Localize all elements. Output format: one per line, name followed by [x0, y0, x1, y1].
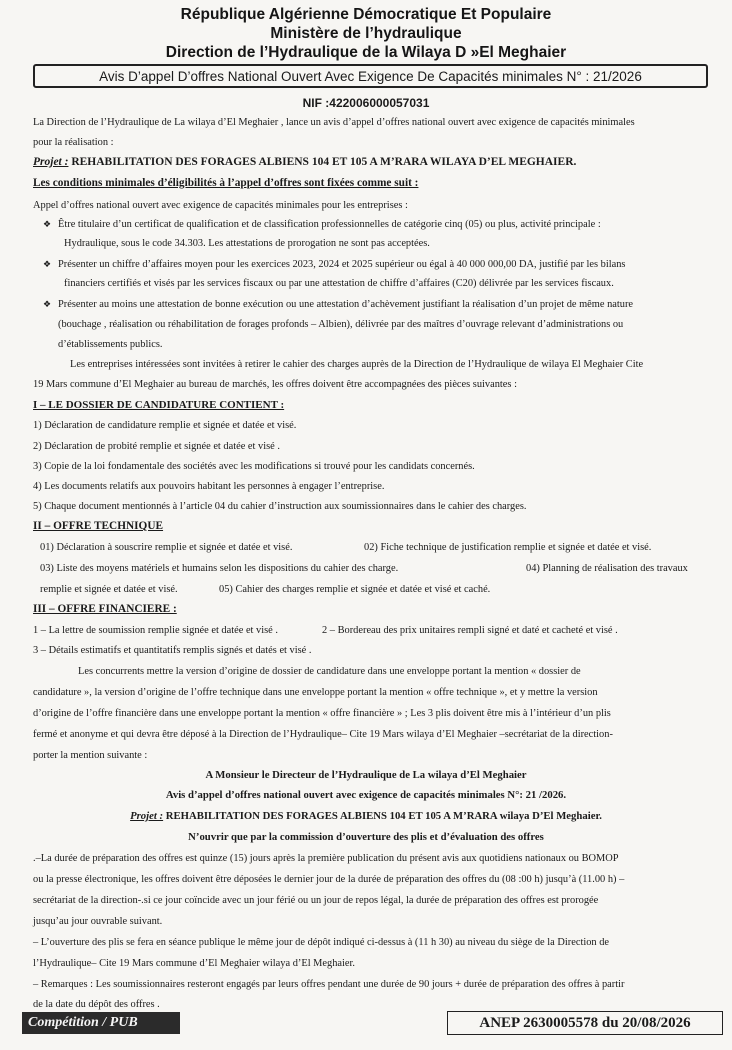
retrait-line-2: 19 Mars commune d’El Meghaier au bureau de marchés, les offres doivent être accompagnées des pièces suivantes :: [33, 379, 517, 390]
avis-title: Avis D’appel D’offres National Ouvert Avec Exigence De Capacités minimales N° : 21/2026: [99, 68, 642, 84]
envoi-line-5: porter la mention suivante :: [33, 750, 148, 761]
adresse-projet-title: REHABILITATION DES FORAGES ALBIENS 104 ET 105 A M’RARA wilaya D’El Meghaier.: [165, 810, 602, 822]
competition-pub-tag: Compétition / PUB: [22, 1012, 180, 1034]
projet-title: REHABILITATION DES FORAGES ALBIENS 104 ET 105 A M’RARA WILAYA D’EL MEGHAIER.: [71, 156, 577, 168]
adresse-line-2: Avis d’appel d’offres national ouvert avec exigence de capacités minimales N°: 21 /2026.: [165, 789, 567, 801]
dossier-title: I – LE DOSSIER DE CANDIDATURE CONTIENT :: [33, 399, 285, 411]
conditions-heading: Les conditions minimales d’éligibilités à l’appel d’offres sont fixées comme suit :: [33, 177, 419, 189]
adresse-projet-label: Projet :: [130, 810, 164, 822]
avis-title-box: [33, 64, 708, 88]
delais-line-8: de la date du dépôt des offres .: [33, 999, 160, 1010]
technique-item-4-cont: remplie et signée et datée et visé.: [40, 584, 178, 595]
financiere-item-2: 2 – Bordereau des prix unitaires rempli signé et daté et cacheté et visé .: [322, 625, 618, 636]
diamond-bullet-icon: ❖: [43, 259, 52, 269]
diamond-bullet-icon: ❖: [43, 219, 52, 229]
condition-2a: Présenter un chiffre d’affaires moyen pour les exercices 2023, 2024 et 2025 supérieur ou égal à 40 000 000,00 DA, justifié par les bilans: [58, 259, 626, 270]
dossier-item: 2) Déclaration de probité remplie et signée et datée et visé .: [33, 441, 280, 452]
technique-item-3: 03) Liste des moyens matériels et humains selon les dispositions du cahier des charge.: [40, 563, 399, 574]
condition-2b: financiers certifiés et visés par les services fiscaux ou par une attestation de chiffre d’affaires (C20) délivrée par les services fiscaux.: [64, 278, 614, 289]
technique-item-4: 04) Planning de réalisation des travaux: [526, 563, 688, 574]
financiere-title: III – OFFRE FINANCIERE :: [33, 603, 177, 615]
anep-reference: ANEP 2630005578 du 20/08/2026: [447, 1011, 723, 1035]
technique-item-2: 02) Fiche technique de justification remplie et signée et datée et visé.: [364, 542, 652, 553]
delais-line-1: .–La durée de préparation des offres est quinze (15) jours après la première publication du présent avis aux quotidiens nationaux ou BOMOP: [33, 853, 619, 864]
technique-title: II – OFFRE TECHNIQUE: [33, 520, 164, 532]
dossier-item: 5) Chaque document mentionnés à l’article 04 du cahier d’instruction aux soumissionnaires dans le cahier des charges.: [33, 501, 527, 512]
condition-1a: Être titulaire d’un certificat de qualification et de classification professionnelles de catégorie cinq (05) ou plus, activité principale :: [58, 219, 601, 230]
intro-line-2: pour la réalisation :: [33, 137, 114, 148]
condition-3b: (bouchage , réalisation ou réhabilitation de forages profonds – Albien), délivrée par des maîtres d’ouvrage relevant d’administrations ou: [58, 319, 624, 330]
technique-item-5: 05) Cahier des charges remplie et signée et datée et visé et caché.: [219, 584, 491, 595]
envoi-line-1: Les concurrents mettre la version d’origine de dossier de candidature dans une enveloppe portant la mention « dossier de: [78, 666, 581, 677]
envoi-line-2: candidature », la version d’origine de l’offre technique dans une enveloppe portant la mention « offre technique », et y mettre la version: [33, 687, 598, 698]
condition-1b: Hydraulique, sous le code 34.303. Les attestations de prorogation ne sont pas acceptées.: [64, 238, 430, 249]
adresse-line-1: A Monsieur le Directeur de l’Hydraulique de La wilaya d’El Meghaier: [205, 769, 527, 781]
header-ministry: Ministère de l’hydraulique: [270, 25, 462, 42]
appel-line: Appel d’offres national ouvert avec exigence de capacités minimales pour les entreprises :: [33, 200, 408, 211]
condition-3c: d’établissements publics.: [58, 339, 163, 350]
nif-number: NIF :422006000057031: [302, 96, 430, 110]
projet-label: Projet :: [33, 156, 69, 168]
financiere-item-1: 1 – La lettre de soumission remplie signée et datée et visé .: [33, 625, 278, 636]
delais-line-3: secrétariat de la direction-.si ce jour coïncide avec un jour férié ou un jour de repos légal, la durée de préparation des offres est prorogée: [33, 895, 599, 906]
diamond-bullet-icon: ❖: [43, 299, 52, 309]
intro-line-1: La Direction de l’Hydraulique de La wilaya d’El Meghaier , lance un avis d’appel d’offres national ouvert avec exigence de capacités minimales: [33, 117, 635, 128]
header-direction: Direction de l’Hydraulique de la Wilaya D »El Meghaier: [165, 44, 567, 61]
financiere-item-3: 3 – Détails estimatifs et quantitatifs remplis signés et datés et visé .: [33, 645, 312, 656]
dossier-item: 1) Déclaration de candidature remplie et signée et datée et visé.: [33, 420, 297, 431]
adresse-line-4: N’ouvrir que par la commission d’ouverture des plis et d’évaluation des offres: [188, 831, 544, 843]
delais-line-6: l’Hydraulique– Cite 19 Mars commune d’El Meghaier wilaya d’El Meghaier.: [33, 958, 356, 969]
projet-line: [33, 156, 576, 169]
condition-3a: Présenter au moins une attestation de bonne exécution ou une attestation d’achèvement justifiant la réalisation d’un projet de même nature: [58, 299, 634, 310]
technique-item-1: 01) Déclaration à souscrire remplie et signée et datée et visé.: [40, 542, 293, 553]
dossier-item: 4) Les documents relatifs aux pouvoirs habitant les personnes à engager l’entreprise.: [33, 481, 385, 492]
header-republic: République Algérienne Démocratique Et Populaire: [180, 6, 552, 23]
delais-line-2: ou la presse électronique, les offres doivent être déposées le dernier jour de la durée de préparation des offres du (08 :00 h) jusqu’à (11.00 h) –: [33, 874, 625, 885]
dossier-item: 3) Copie de la loi fondamentale des sociétés avec les modifications si trouvé pour les candidats concernés.: [33, 461, 475, 472]
adresse-projet-line: [10, 810, 722, 823]
retrait-line-1: Les entreprises intéressées sont invitées à retirer le cahier des charges auprès de la Direction de l’Hydraulique de wilaya El Meghaier Cite: [70, 359, 644, 370]
delais-line-4: jusqu’au jour ouvrable suivant.: [33, 916, 163, 927]
envoi-line-3: d’origine de l’offre financière dans une enveloppe portant la mention « offre financière » ; Les 3 plis doivent être mis à l’intérieur d’un plis: [33, 708, 611, 719]
delais-line-7: – Remarques : Les soumissionnaires resteront engagés par leurs offres pendant une durée de 90 jours + durée de préparation des offres à partir: [33, 979, 625, 990]
delais-line-5: – L’ouverture des plis se fera en séance publique le même jour de dépôt indiqué ci-dessus à (11 h 30) au niveau du siège de la Direction de: [33, 937, 610, 948]
envoi-line-4: fermé et anonyme et qui devra être déposé à la Direction de l’Hydraulique– Cite 19 Mars wilaya d’El Meghaier –secrétariat de la direction-: [33, 729, 613, 740]
